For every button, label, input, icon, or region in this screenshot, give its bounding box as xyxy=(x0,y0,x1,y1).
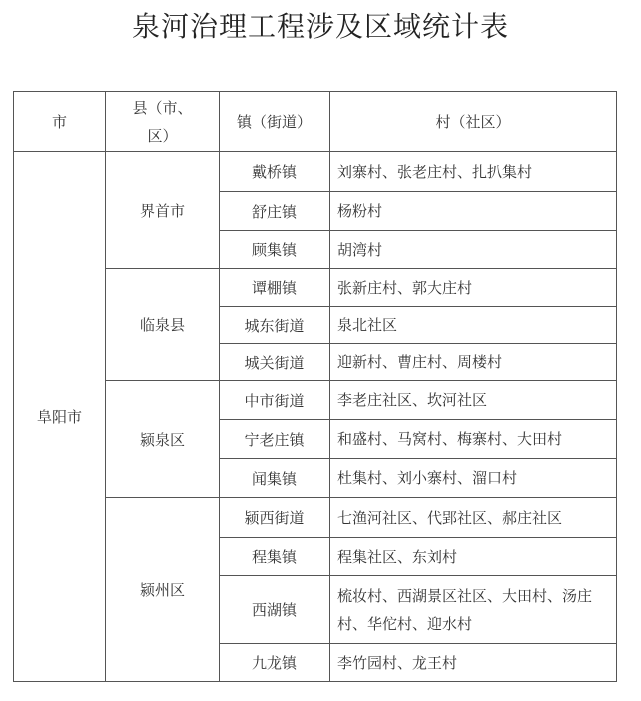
town-cell: 舒庄镇 xyxy=(220,192,330,231)
town-cell: 谭棚镇 xyxy=(220,269,330,307)
village-cell: 泉北社区 xyxy=(330,307,617,344)
village-cell: 杜集村、刘小寨村、溜口村 xyxy=(330,459,617,498)
county-cell: 界首市 xyxy=(106,152,220,269)
county-cell: 临泉县 xyxy=(106,269,220,381)
village-cell: 胡湾村 xyxy=(330,231,617,269)
town-cell: 顾集镇 xyxy=(220,231,330,269)
town-cell: 九龙镇 xyxy=(220,644,330,682)
region-table xyxy=(13,91,617,682)
village-cell: 杨粉村 xyxy=(330,192,617,231)
town-cell: 城东街道 xyxy=(220,307,330,344)
header-city: 市 xyxy=(14,92,106,152)
city-cell: 阜阳市 xyxy=(14,152,106,682)
village-cell: 李竹园村、龙王村 xyxy=(330,644,617,682)
town-cell: 闻集镇 xyxy=(220,459,330,498)
village-cell: 梳妆村、西湖景区社区、大田村、汤庄村、华佗村、迎水村 xyxy=(330,576,617,644)
town-cell: 颍西街道 xyxy=(220,498,330,538)
table-header-row xyxy=(14,92,617,152)
header-county xyxy=(106,92,220,152)
village-cell: 李老庄社区、坎河社区 xyxy=(330,381,617,420)
town-cell: 宁老庄镇 xyxy=(220,420,330,459)
town-cell: 戴桥镇 xyxy=(220,152,330,192)
table-row xyxy=(14,152,617,192)
village-cell: 和盛村、马窝村、梅寨村、大田村 xyxy=(330,420,617,459)
village-cell: 程集社区、东刘村 xyxy=(330,538,617,576)
header-town: 镇（街道） xyxy=(220,92,330,152)
town-cell: 西湖镇 xyxy=(220,576,330,644)
town-cell: 城关街道 xyxy=(220,344,330,381)
header-county-label: 县（市、区） xyxy=(132,98,193,145)
town-cell: 中市街道 xyxy=(220,381,330,420)
village-cell: 张新庄村、郭大庄村 xyxy=(330,269,617,307)
town-cell: 程集镇 xyxy=(220,538,330,576)
village-cell: 七渔河社区、代郢社区、郝庄社区 xyxy=(330,498,617,538)
header-village: 村（社区） xyxy=(330,92,617,152)
county-cell: 颍泉区 xyxy=(106,381,220,498)
village-cell: 刘寨村、张老庄村、扎扒集村 xyxy=(330,152,617,192)
page-title: 泉河治理工程涉及区域统计表 xyxy=(131,10,509,43)
county-cell: 颍州区 xyxy=(106,498,220,682)
village-cell: 迎新村、曹庄村、周楼村 xyxy=(330,344,617,381)
